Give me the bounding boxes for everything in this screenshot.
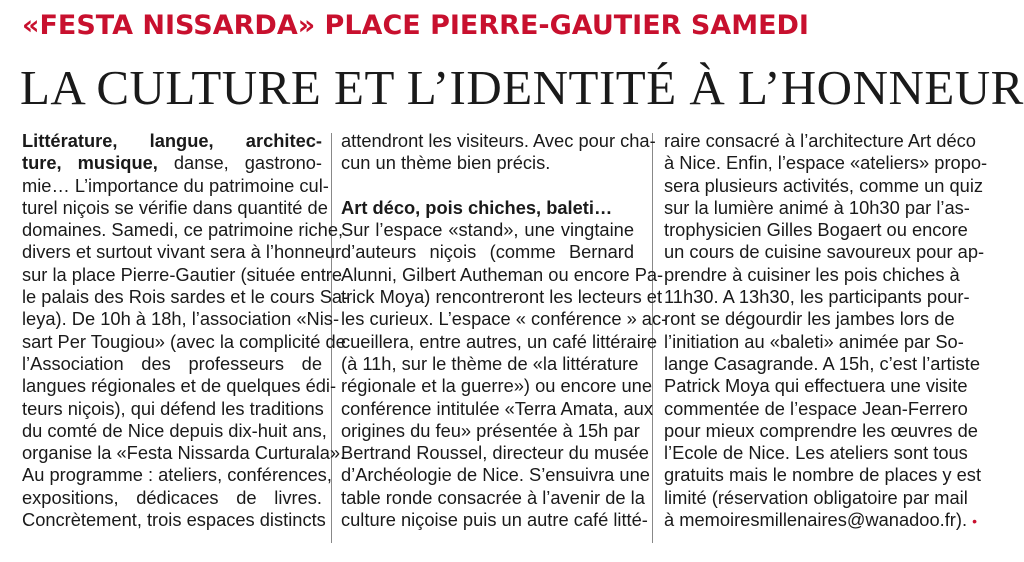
body-text: sur la lumière animé à 10h30 par l’as- <box>664 196 970 218</box>
article-text-line <box>664 330 964 353</box>
article-text-line <box>341 486 645 509</box>
article-text-line <box>22 464 332 486</box>
article-text-line <box>664 442 968 464</box>
article-text-line <box>341 397 653 420</box>
article-headline: LA CULTURE ET L’IDENTITÉ À L’HONNEUR <box>20 60 1024 115</box>
article-text-line <box>341 219 634 241</box>
body-text: organise la «Festa Nissarda Curturala». <box>22 442 346 464</box>
body-text: attendront les visiteurs. Avec pour cha- <box>341 130 656 151</box>
body-text: à memoiresmillenaires@wanadoo.fr). <box>664 509 968 531</box>
article-text-line <box>664 196 970 219</box>
article-kicker: «FESTA NISSARDA» PLACE PIERRE-GAUTIER SAMEDI <box>22 10 809 41</box>
article-text-line <box>22 219 344 241</box>
article-text-line <box>341 464 650 486</box>
article-text-line <box>664 509 978 531</box>
article-text-line <box>22 196 328 219</box>
lead-in-text: ture, musique, <box>22 152 158 174</box>
body-text: cueillera, entre autres, un café littéraire <box>341 330 658 352</box>
body-text: sart Per Tougiou» (avec la complicité de <box>22 330 346 352</box>
article-text-line <box>22 398 322 420</box>
article-text-line <box>22 130 322 152</box>
body-text: sera plusieurs activités, comme un quiz <box>664 174 984 196</box>
subheading-text: Art déco, pois chiches, baleti… <box>341 196 613 218</box>
article-subheading <box>341 197 634 219</box>
body-text: ront se dégourdir les jambes lors de <box>664 308 955 330</box>
body-text: Alunni, Gilbert Autheman ou encore Pa- <box>341 263 664 285</box>
article-text-line <box>22 375 337 397</box>
body-text: culture niçoise puis un autre café litté- <box>341 509 648 531</box>
article-text-line <box>22 330 346 353</box>
article-text-line <box>664 174 984 197</box>
article-column-2 <box>341 130 668 531</box>
article-text-line <box>22 353 322 375</box>
article-text-line <box>341 352 639 375</box>
body-text: teurs niçois), qui défend les traditions <box>22 397 324 419</box>
body-text: prendre à cuisiner les pois chiches à <box>664 263 960 285</box>
article-text-line <box>22 308 340 330</box>
body-text: lange Casagrande. A 15h, c’est l’artiste <box>664 352 981 374</box>
body-text: Au programme : ateliers, conférences, <box>22 464 332 486</box>
body-text: Concrètement, trois espaces distincts <box>22 509 326 531</box>
body-text: pour mieux comprendre les œuvres de <box>664 419 978 441</box>
body-text: 11h30. A 13h30, les participants pour- <box>664 286 970 308</box>
article-text-line <box>22 442 346 464</box>
body-text: l’initiation au «baleti» animée par So- <box>664 330 964 352</box>
article-text-line <box>664 464 982 486</box>
article-column-3 <box>664 130 988 531</box>
article-text-line <box>664 130 976 152</box>
article-text-line <box>341 152 634 174</box>
article-text-line <box>341 419 640 442</box>
body-text: trophysicien Gilles Bogaert ou encore <box>664 219 968 241</box>
body-text: le palais des Rois sardes et le cours Sa- <box>22 286 349 308</box>
article-text-line <box>664 397 968 420</box>
article-text-line <box>341 509 648 531</box>
body-text: à Nice. Enfin, l’espace «ateliers» propo- <box>664 152 988 174</box>
body-text: leya). De 10h à 18h, l’association «Nis- <box>22 308 340 330</box>
body-text: danse, gastrono- <box>157 152 322 174</box>
article-text-line <box>341 241 634 263</box>
body-text: gratuits mais le nombre de places y est <box>664 464 982 486</box>
article-text-line <box>22 174 329 197</box>
body-text: du comté de Nice depuis dix-huit ans, <box>22 419 327 441</box>
article-text-line <box>664 375 968 397</box>
body-text: sur la place Pierre-Gautier (située entre <box>22 263 343 285</box>
body-text: mie… L’importance du patrimoine cul- <box>22 174 329 196</box>
body-text: limité (réservation obligatoire par mail <box>664 486 968 508</box>
body-text: divers et surtout vivant sera à l’honneur <box>22 241 342 263</box>
article-text-line <box>341 308 668 330</box>
article-text-line <box>664 263 960 286</box>
body-text: d’Archéologie de Nice. S’ensuivra une <box>341 464 650 486</box>
body-text: expositions, dédicaces de livres. <box>22 486 322 508</box>
article-text-line <box>664 352 981 375</box>
article-text-line <box>664 419 978 442</box>
paragraph-gap <box>341 175 634 197</box>
body-text: turel niçois se vérifie dans quantité de <box>22 196 328 218</box>
body-text: les curieux. L’espace « conférence » ac- <box>341 308 668 330</box>
body-text: d’auteurs niçois (comme Bernard <box>341 241 634 263</box>
body-text: Sur l’espace «stand», une vingtaine <box>341 219 634 241</box>
article-text-line <box>341 130 656 152</box>
article-text-line <box>341 330 658 353</box>
body-text: l’Ecole de Nice. Les ateliers sont tous <box>664 442 968 464</box>
article-text-line <box>664 241 985 263</box>
article-text-line <box>341 375 652 397</box>
article-text-line <box>664 219 968 241</box>
article-text-line <box>22 241 342 263</box>
article-text-line <box>22 263 343 286</box>
body-text: un cours de cuisine savoureux pour ap- <box>664 241 985 263</box>
body-text: origines du feu» présentée à 15h par <box>341 419 640 441</box>
article-text-line <box>664 308 955 330</box>
lead-in-text: Littérature, langue, architec- <box>22 130 322 151</box>
article-text-line <box>664 486 968 509</box>
body-text: raire consacré à l’architecture Art déco <box>664 130 976 151</box>
article-column-1 <box>22 130 349 531</box>
body-text: Patrick Moya qui effectuera une visite <box>664 375 968 397</box>
body-text: conférence intitulée «Terra Amata, aux <box>341 397 653 419</box>
end-mark-icon: • <box>972 513 978 530</box>
article-text-line <box>22 152 322 174</box>
body-text: domaines. Samedi, ce patrimoine riche, <box>22 219 344 241</box>
article-text-line <box>664 286 970 308</box>
article-text-line <box>341 263 664 286</box>
body-text: trick Moya) rencontreront les lecteurs et <box>341 286 663 308</box>
article-text-line <box>22 509 326 531</box>
article-text-line <box>341 286 663 308</box>
body-text: cun un thème bien précis. <box>341 152 551 174</box>
body-text: Bertrand Roussel, directeur du musée <box>341 442 649 464</box>
article-text-line <box>664 152 988 174</box>
body-text: langues régionales et de quelques édi- <box>22 375 337 397</box>
body-text: (à 11h, sur le thème de «la littérature <box>341 352 639 374</box>
article-text-line <box>22 487 322 509</box>
body-text: l’Association des professeurs de <box>22 352 322 374</box>
body-text: commentée de l’espace Jean-Ferrero <box>664 397 968 419</box>
body-text: table ronde consacrée à l’avenir de la <box>341 486 645 508</box>
body-text: régionale et la guerre») ou encore une <box>341 375 652 397</box>
article-text-line <box>22 419 327 442</box>
article-text-line <box>22 286 349 308</box>
article-text-line <box>341 442 649 464</box>
